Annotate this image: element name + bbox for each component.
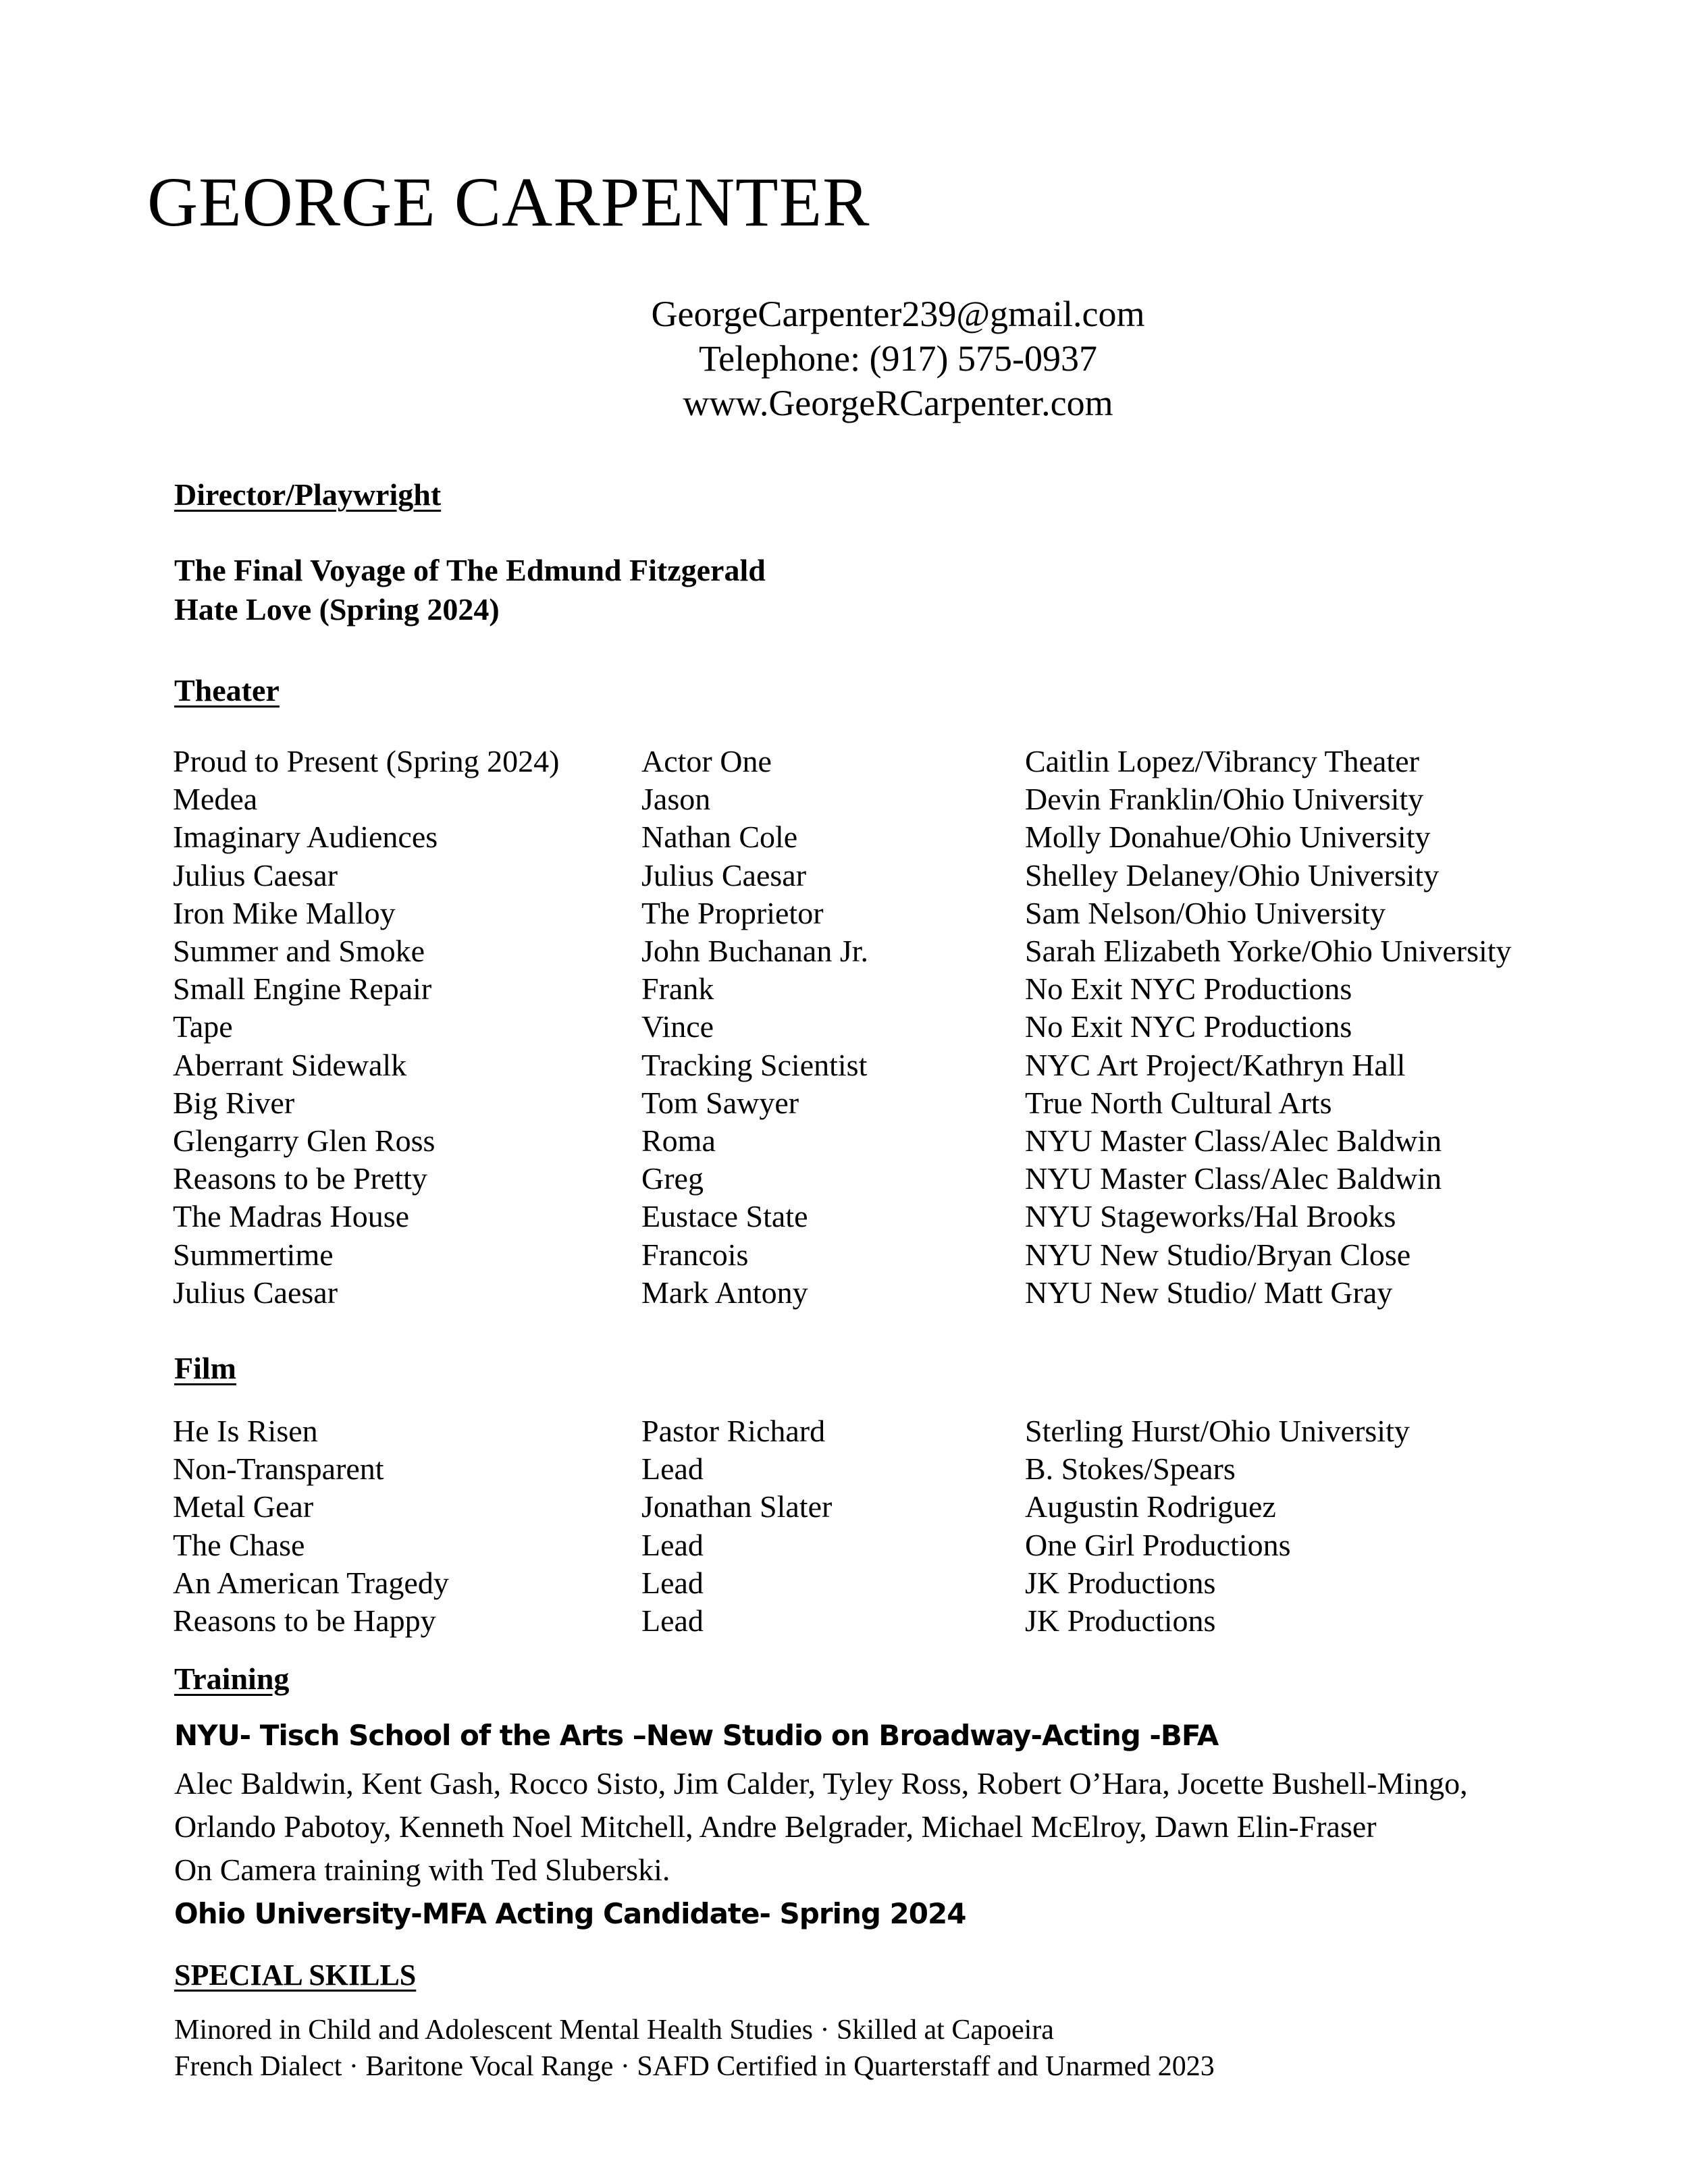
- role: Greg: [641, 1161, 704, 1196]
- production-title: Aberrant Sidewalk: [173, 1047, 407, 1082]
- theater-credit-row: [173, 1008, 1591, 1046]
- skills-line: French Dialect · Baritone Vocal Range · SAFD Certified in Quarterstaff and Unarmed 2023: [174, 2051, 1215, 2082]
- production-title: Glengarry Glen Ross: [173, 1123, 436, 1158]
- role: Lead: [641, 1603, 704, 1638]
- role: Tom Sawyer: [641, 1085, 799, 1120]
- company-director: Molly Donahue/Ohio University: [1025, 820, 1431, 855]
- production-title: Julius Caesar: [173, 1275, 338, 1310]
- theater-credit-row: [173, 1236, 1591, 1274]
- film-credit-row: [173, 1412, 1591, 1450]
- company-director: JK Productions: [1025, 1565, 1216, 1600]
- training-heading: Training: [174, 1661, 290, 1696]
- theater-credit-row: [173, 1122, 1591, 1160]
- company-director: No Exit NYC Productions: [1025, 1009, 1352, 1044]
- website[interactable]: www.GeorgeRCarpenter.com: [683, 383, 1113, 423]
- film-credit-row: [173, 1564, 1591, 1602]
- company-director: JK Productions: [1025, 1603, 1216, 1638]
- training-teachers: Alec Baldwin, Kent Gash, Rocco Sisto, Jim Calder, Tyley Ross, Robert O’Hara, Jocette Bushell-Mingo,: [174, 1766, 1468, 1801]
- role: Jason: [641, 782, 711, 817]
- role: Francois: [641, 1237, 749, 1272]
- company-director: NYU Stageworks/Hal Brooks: [1025, 1199, 1396, 1234]
- theater-credit-row: [173, 1046, 1591, 1084]
- training-school-nyu: NYU- Tisch School of the Arts –New Studio on Broadway-Acting -BFA: [174, 1719, 1219, 1752]
- company-director: No Exit NYC Productions: [1025, 971, 1352, 1007]
- company-director: NYU Master Class/Alec Baldwin: [1025, 1123, 1442, 1158]
- company-director: NYU Master Class/Alec Baldwin: [1025, 1161, 1442, 1196]
- theater-credit-row: [173, 932, 1591, 970]
- role: Lead: [641, 1527, 704, 1562]
- company-director: NYC Art Project/Kathryn Hall: [1025, 1047, 1406, 1082]
- theater-credit-row: [173, 895, 1591, 932]
- director-heading: Director/Playwright: [174, 477, 442, 512]
- theater-credit-row: [173, 1160, 1591, 1198]
- company-director: Caitlin Lopez/Vibrancy Theater: [1025, 744, 1419, 778]
- theater-heading: Theater: [174, 673, 280, 708]
- production-title: Reasons to be Happy: [173, 1603, 436, 1638]
- company-director: NYU New Studio/Bryan Close: [1025, 1237, 1411, 1272]
- director-work: The Final Voyage of The Edmund Fitzgerald: [174, 553, 766, 587]
- contact-block: [0, 292, 1688, 425]
- company-director: Shelley Delaney/Ohio University: [1025, 857, 1440, 893]
- telephone: Telephone: (917) 575-0937: [698, 338, 1098, 379]
- skills-line: Minored in Child and Adolescent Mental Health Studies · Skilled at Capoeira: [174, 2015, 1054, 2046]
- production-title: Proud to Present (Spring 2024): [173, 744, 560, 778]
- film-credit-row: [173, 1488, 1591, 1526]
- production-title: Summertime: [173, 1237, 334, 1272]
- production-title: Reasons to be Pretty: [173, 1161, 427, 1196]
- theater-credit-row: [173, 1198, 1591, 1235]
- company-director: True North Cultural Arts: [1025, 1085, 1332, 1120]
- role: Frank: [641, 971, 714, 1007]
- role: Jonathan Slater: [641, 1489, 833, 1524]
- role: Nathan Cole: [641, 820, 798, 855]
- film-credit-row: [173, 1602, 1591, 1640]
- company-director: B. Stokes/Spears: [1025, 1451, 1236, 1487]
- role: Lead: [641, 1451, 704, 1487]
- company-director: Sam Nelson/Ohio University: [1025, 895, 1386, 930]
- film-heading: Film: [174, 1351, 236, 1385]
- theater-credit-row: [173, 970, 1591, 1008]
- resume-name: GEORGE CARPENTER: [147, 163, 870, 241]
- company-director: Augustin Rodriguez: [1025, 1489, 1276, 1524]
- production-title: Tape: [173, 1009, 233, 1044]
- theater-credit-row: [173, 743, 1591, 780]
- production-title: Iron Mike Malloy: [173, 895, 396, 930]
- production-title: He Is Risen: [173, 1414, 318, 1448]
- theater-credit-row: [173, 1084, 1591, 1122]
- production-title: Imaginary Audiences: [173, 820, 438, 855]
- role: Pastor Richard: [641, 1414, 826, 1448]
- production-title: Small Engine Repair: [173, 971, 432, 1007]
- training-on-camera: On Camera training with Ted Sluberski.: [174, 1853, 670, 1887]
- production-title: The Chase: [173, 1527, 305, 1562]
- film-credits: [173, 1412, 1591, 1642]
- production-title: Summer and Smoke: [173, 934, 425, 968]
- role: Actor One: [641, 744, 772, 778]
- production-title: Non-Transparent: [173, 1451, 384, 1487]
- production-title: Big River: [173, 1085, 295, 1120]
- role: The Proprietor: [641, 895, 824, 930]
- theater-credit-row: [173, 780, 1591, 818]
- film-credit-row: [173, 1526, 1591, 1564]
- theater-credit-row: [173, 818, 1591, 856]
- role: John Buchanan Jr.: [641, 934, 869, 968]
- theater-credit-row: [173, 1274, 1591, 1312]
- role: Eustace State: [641, 1199, 808, 1234]
- training-teachers: Orlando Pabotoy, Kenneth Noel Mitchell, Andre Belgrader, Michael McElroy, Dawn Elin-Fraser: [174, 1809, 1377, 1844]
- company-director: Sterling Hurst/Ohio University: [1025, 1414, 1410, 1448]
- theater-credits: [173, 743, 1591, 1350]
- film-credit-row: [173, 1450, 1591, 1488]
- role: Julius Caesar: [641, 857, 807, 893]
- production-title: Medea: [173, 782, 258, 817]
- production-title: Metal Gear: [173, 1489, 314, 1524]
- role: Vince: [641, 1009, 714, 1044]
- company-director: Sarah Elizabeth Yorke/Ohio University: [1025, 934, 1512, 968]
- production-title: Julius Caesar: [173, 857, 338, 893]
- director-work: Hate Love (Spring 2024): [174, 592, 500, 627]
- company-director: Devin Franklin/Ohio University: [1025, 782, 1424, 817]
- skills-heading: SPECIAL SKILLS: [174, 1959, 417, 1992]
- production-title: An American Tragedy: [173, 1565, 449, 1600]
- theater-credit-row: [173, 857, 1591, 895]
- company-director: NYU New Studio/ Matt Gray: [1025, 1275, 1393, 1310]
- role: Mark Antony: [641, 1275, 808, 1310]
- role: Roma: [641, 1123, 716, 1158]
- role: Tracking Scientist: [641, 1047, 868, 1082]
- email[interactable]: GeorgeCarpenter239@gmail.com: [651, 294, 1145, 334]
- company-director: One Girl Productions: [1025, 1527, 1291, 1562]
- production-title: The Madras House: [173, 1199, 410, 1234]
- training-school-ohio: Ohio University-MFA Acting Candidate- Spring 2024: [174, 1897, 966, 1930]
- role: Lead: [641, 1565, 704, 1600]
